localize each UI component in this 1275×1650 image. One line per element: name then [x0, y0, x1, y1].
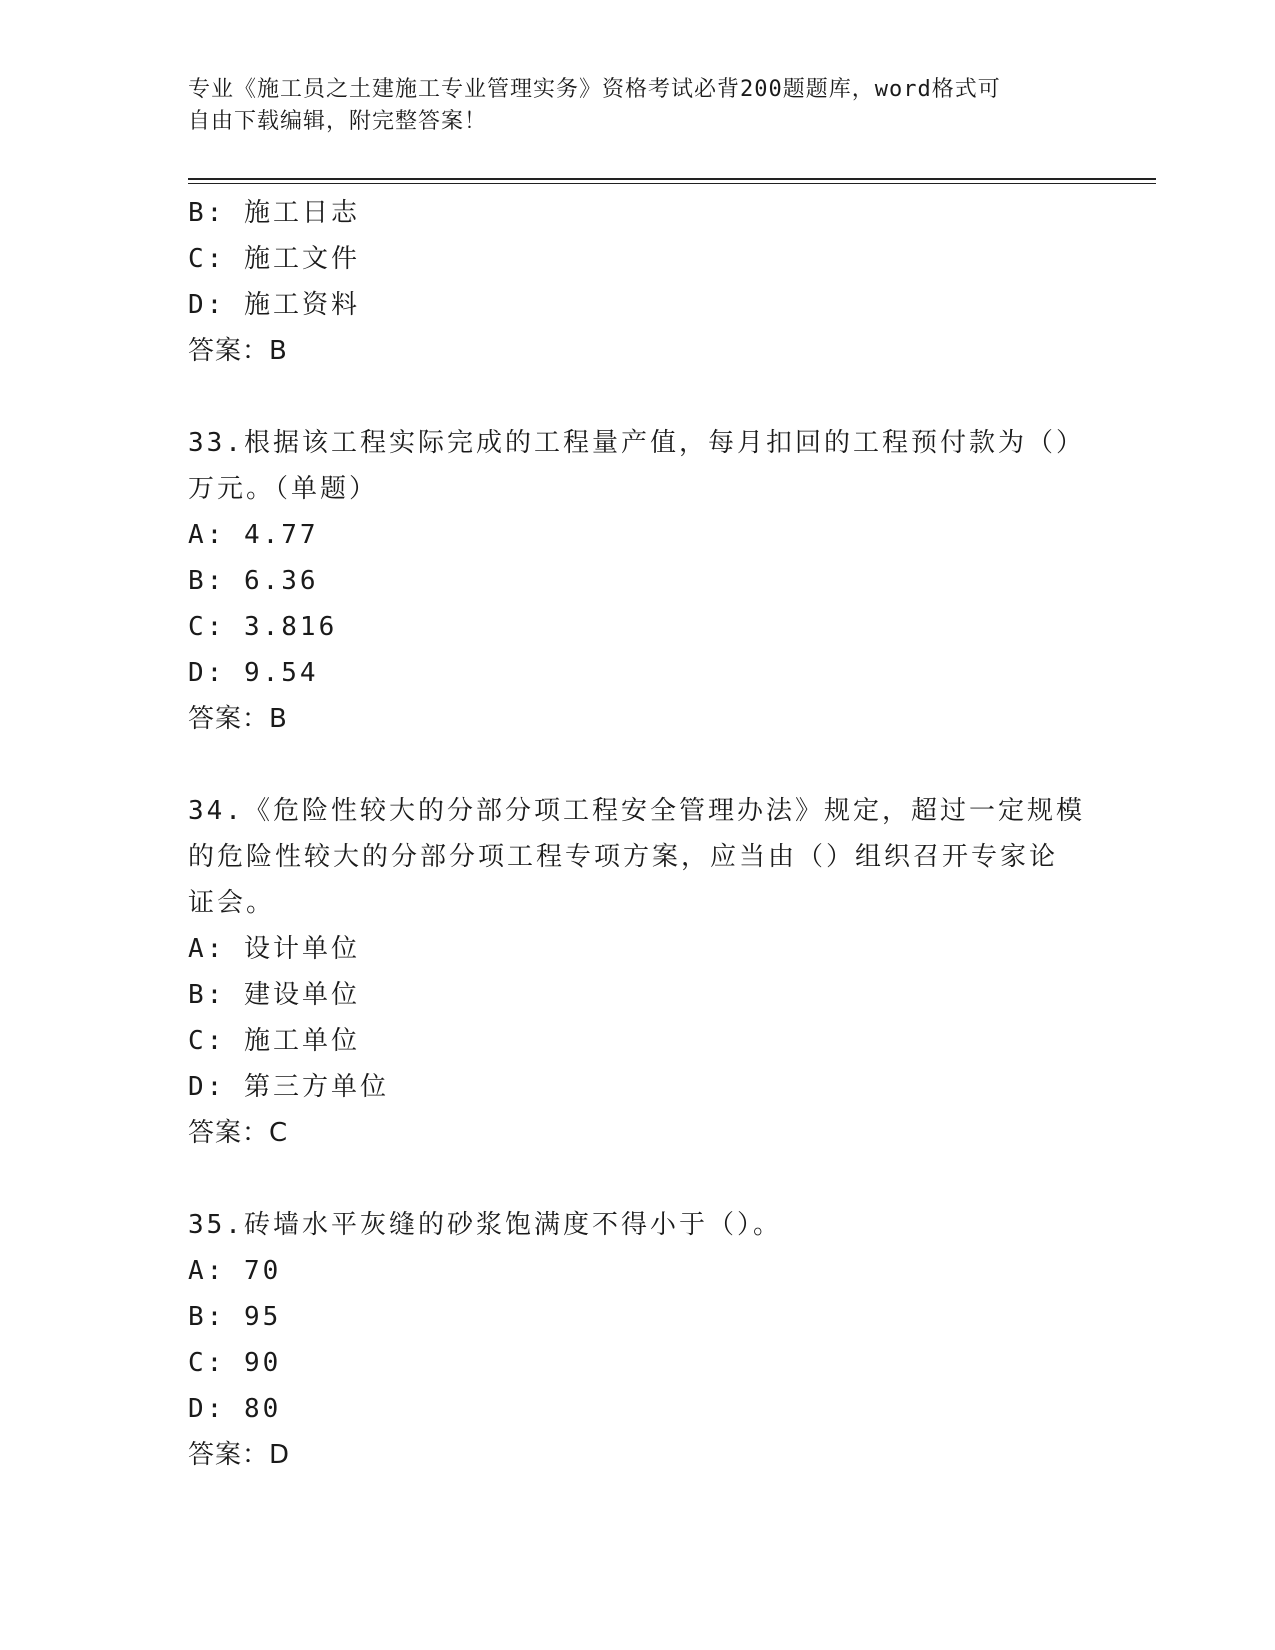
option-d: D: 9.54 — [188, 658, 319, 688]
option-c: C: 90 — [188, 1348, 282, 1378]
spacer — [188, 374, 1088, 420]
question-stem-line: 35.砖墙水平灰缝的砂浆饱满度不得小于（）。 — [188, 1210, 782, 1240]
question-33 — [188, 420, 1088, 742]
question-stem-line: 的危险性较大的分部分项工程专项方案，应当由（）组织召开专家论 — [188, 842, 1059, 872]
option-d: D: 80 — [188, 1394, 282, 1424]
header-line-1: 专业《施工员之土建施工专业管理实务》资格考试必背200题题库，word格式可 — [188, 77, 1001, 102]
question-32 — [188, 190, 1088, 374]
document-header — [188, 74, 1068, 138]
option-d: D: 第三方单位 — [188, 1072, 389, 1102]
spacer — [188, 742, 1088, 788]
option-b: B: 建设单位 — [188, 980, 360, 1010]
option-c: C: 3.816 — [188, 612, 338, 642]
answer-line: 答案：B — [188, 704, 288, 734]
header-divider-thick — [188, 178, 1156, 180]
option-b: B: 95 — [188, 1302, 282, 1332]
header-divider-thin — [188, 183, 1156, 184]
question-stem-line: 证会。 — [188, 888, 276, 918]
spacer — [188, 1156, 1088, 1202]
question-34 — [188, 788, 1088, 1156]
question-stem-line: 万元。（单题） — [188, 474, 379, 504]
option-a: A: 4.77 — [188, 520, 319, 550]
option-c: C: 施工单位 — [188, 1026, 360, 1056]
question-35 — [188, 1202, 1088, 1478]
option-a: A: 设计单位 — [188, 934, 360, 964]
option-b: B: 6.36 — [188, 566, 319, 596]
question-stem-line: 34.《危险性较大的分部分项工程安全管理办法》规定，超过一定规模 — [188, 796, 1085, 826]
answer-line: 答案：C — [188, 1118, 289, 1148]
question-list — [188, 190, 1088, 1478]
option-a: A: 70 — [188, 1256, 282, 1286]
option-d: D: 施工资料 — [188, 290, 360, 320]
option-b: B: 施工日志 — [188, 198, 360, 228]
answer-line: 答案：D — [188, 1440, 291, 1470]
question-stem-line: 33.根据该工程实际完成的工程量产值，每月扣回的工程预付款为（） — [188, 428, 1085, 458]
answer-line: 答案：B — [188, 336, 288, 366]
option-c: C: 施工文件 — [188, 244, 360, 274]
header-line-2: 自由下载编辑，附完整答案！ — [188, 109, 488, 134]
